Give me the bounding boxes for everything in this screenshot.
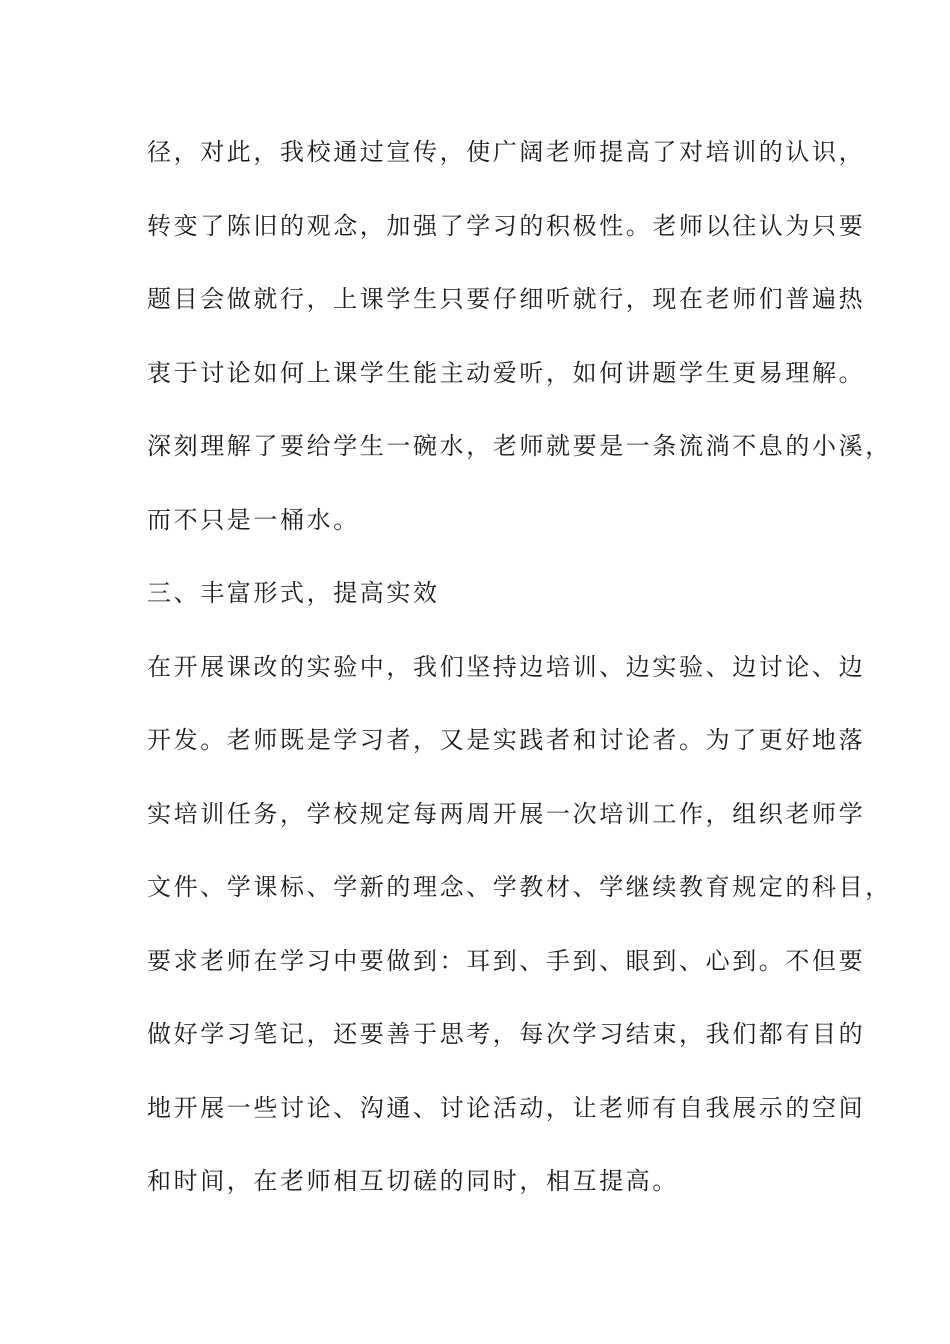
text-line: 题目会做就行，上课学生只要仔细听就行，现在老师们普遍热: [147, 285, 866, 313]
body-text: [147, 128, 892, 1231]
text-line: 径，对此，我校通过宣传，使广阔老师提高了对培训的认识，: [147, 138, 866, 166]
text-line: 在开展课改的实验中，我们坚持边培训、边实验、边讨论、边: [147, 652, 866, 681]
text-line: 实培训任务，学校规定每两周开展一次培训工作，组织老师学: [147, 799, 866, 828]
text-line: 开发。老师既是学习者，又是实践者和讨论者。为了更好地落: [147, 726, 866, 754]
section-heading: 三、丰富形式，提高实效: [147, 579, 440, 607]
text-line: 要求老师在学习中要做到：耳到、手到、眼到、心到。不但要: [147, 946, 866, 975]
text-line: 文件、学课标、学新的理念、学教材、学继续教育规定的科目，: [147, 873, 892, 901]
text-line: 而不只是一桶水。: [147, 505, 360, 534]
text-line: 衷于讨论如何上课学生能主动爱听，如何讲题学生更易理解。: [147, 358, 866, 387]
text-line: 和时间，在老师相互切磋的同时，相互提高。: [147, 1167, 679, 1195]
text-line: 深刻理解了要给学生一碗水，老师就要是一条流淌不息的小溪，: [147, 432, 892, 460]
text-line: 做好学习笔记，还要善于思考，每次学习结束，我们都有目的: [147, 1020, 866, 1048]
text-line: 转变了陈旧的观念，加强了学习的积极性。老师以往认为只要: [147, 211, 866, 240]
text-line: 地开展一些讨论、沟通、讨论活动，让老师有自我展示的空间: [147, 1093, 866, 1122]
